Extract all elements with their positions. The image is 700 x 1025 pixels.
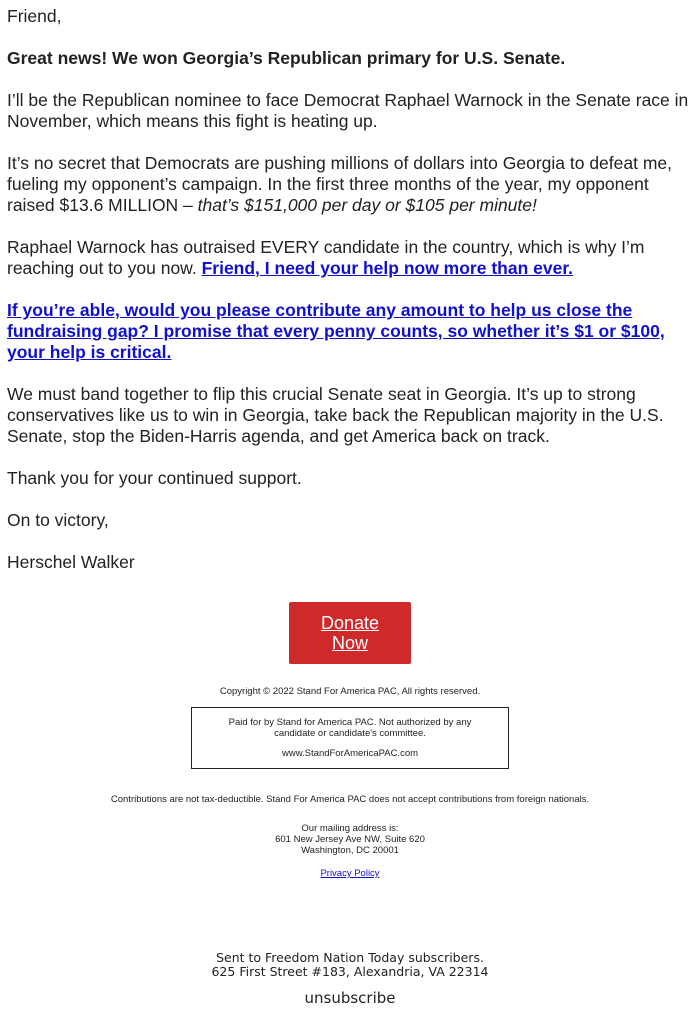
- need-help-link[interactable]: Friend, I need your help now more than ever.: [201, 258, 574, 278]
- donate-button-container: [0, 602, 700, 664]
- list-address: 625 First Street #183, Alexandria, VA 22314: [211, 964, 489, 979]
- mailing-address: [0, 823, 700, 856]
- copyright-notice: Copyright © 2022 Stand For America PAC, All rights reserved.: [219, 686, 481, 697]
- privacy-policy-container: [0, 868, 700, 879]
- list-footer: [0, 951, 700, 979]
- paragraph-nominee: I’ll be the Republican nominee to face Democrat Raphael Warnock in the Senate race in November, which means this fight is heating up.: [7, 90, 689, 131]
- paid-for-url: www.StandForAmericaPAC.com: [281, 748, 419, 759]
- contribute-link[interactable]: If you’re able, would you please contribute any amount to help us close the fundraising gap? I promise that every penny counts, so whether it’s $1 or $100, your help is critical.: [7, 300, 665, 362]
- paragraph-flip-seat: We must band together to flip this crucial Senate seat in Georgia. It’s up to strong conservatives like us to win in Georgia, take back the Republican majority in the U.S. Senate, stop the Biden-Harris agenda, and get America back on track.: [7, 384, 664, 446]
- privacy-policy-link[interactable]: Privacy Policy: [320, 868, 380, 879]
- paragraph-fundraising-italic: that’s $151,000 per day or $105 per minute!: [197, 195, 537, 215]
- donate-now-button[interactable]: Donate Now: [289, 602, 411, 664]
- paragraph-ask: [7, 300, 695, 363]
- contributions-notice: Contributions are not tax-deductible. Stand For America PAC does not accept contributions from foreign nationals.: [110, 794, 590, 805]
- mailing-address-street: 601 New Jersey Ave NW, Suite 620: [275, 834, 425, 845]
- paragraph-fundraising-text: It’s no secret that Democrats are pushing millions of dollars into Georgia to defeat me, fueling my opponent’s campaign. In the first three months of the year, my opponent raised $13.6 MILLION –: [7, 153, 673, 215]
- sent-to-line: Sent to Freedom Nation Today subscribers.: [216, 950, 484, 965]
- headline: Great news! We won Georgia’s Republican primary for U.S. Senate.: [7, 48, 566, 68]
- greeting: Friend,: [7, 6, 62, 26]
- mailing-address-city: Washington, DC 20001: [301, 845, 399, 856]
- thanks-line: Thank you for your continued support.: [7, 468, 302, 488]
- paid-for-disclaimer: Paid for by Stand for America PAC. Not authorized by any candidate or candidate's committee.: [228, 717, 472, 739]
- paragraph-fundraising: [7, 153, 695, 216]
- paragraph-outraised: [7, 237, 695, 279]
- closing-line: On to victory,: [7, 510, 109, 530]
- email-body: [7, 0, 695, 594]
- paid-for-box: [191, 707, 509, 769]
- signature: Herschel Walker: [7, 552, 135, 572]
- unsubscribe-link[interactable]: unsubscribe: [304, 989, 396, 1007]
- paragraph-outraised-text: Raphael Warnock has outraised EVERY candidate in the country, which is why I’m reaching out to you now.: [7, 237, 645, 278]
- mailing-address-label: Our mailing address is:: [301, 823, 399, 834]
